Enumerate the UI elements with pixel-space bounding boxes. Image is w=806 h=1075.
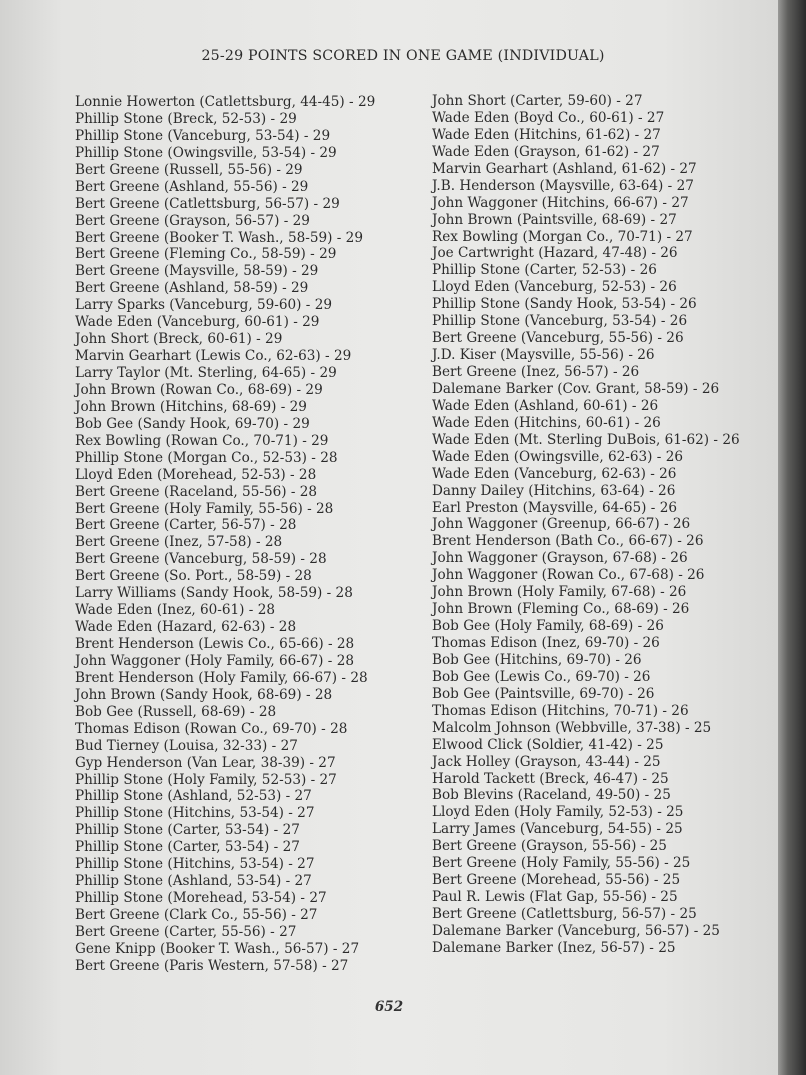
record-entry: John Brown (Paintsville, 68-69) - 27 [432, 211, 677, 228]
record-entry: Bert Greene (Russell, 55-56) - 29 [75, 161, 303, 178]
record-entry: Bob Gee (Holy Family, 68-69) - 26 [432, 618, 664, 635]
record-entry: Lloyd Eden (Holy Family, 52-53) - 25 [432, 804, 684, 821]
record-entry: Phillip Stone (Carter, 52-53) - 26 [432, 262, 657, 279]
record-entry: John Brown (Rowan Co., 68-69) - 29 [75, 381, 323, 398]
record-entry: Joe Cartwright (Hazard, 47-48) - 26 [432, 245, 678, 262]
record-entry: Larry Williams (Sandy Hook, 58-59) - 28 [75, 585, 353, 602]
record-entry: Elwood Click (Soldier, 41-42) - 25 [432, 736, 664, 753]
record-entry: Wade Eden (Hazard, 62-63) - 28 [75, 619, 297, 636]
record-entry: Wade Eden (Owingsville, 62-63) - 26 [432, 448, 684, 465]
record-entry: Wade Eden (Mt. Sterling DuBois, 61-62) - 26 [432, 431, 740, 448]
record-entry: Thomas Edison (Hitchins, 70-71) - 26 [432, 702, 689, 719]
record-entry: Bert Greene (Booker T. Wash., 58-59) - 29 [75, 229, 363, 246]
page-number: 652 [374, 999, 404, 1015]
record-entry: Wade Eden (Boyd Co., 60-61) - 27 [432, 109, 665, 126]
record-entry: Phillip Stone (Ashland, 53-54) - 27 [75, 873, 312, 890]
record-entry: Wade Eden (Inez, 60-61) - 28 [75, 602, 276, 619]
record-entry: Larry Taylor (Mt. Sterling, 64-65) - 29 [75, 365, 337, 381]
record-entry: Bob Gee (Russell, 68-69) - 28 [75, 703, 277, 720]
record-entry: John Short (Carter, 59-60) - 27 [432, 93, 643, 109]
record-entry: Phillip Stone (Carter, 53-54) - 27 [75, 839, 300, 856]
record-entry: Phillip Stone (Breck, 52-53) - 29 [75, 110, 297, 127]
record-entry: John Short (Breck, 60-61) - 29 [75, 331, 283, 348]
record-entry: Lonnie Howerton (Catlettsburg, 44-45) - 29 [75, 94, 376, 110]
record-entry: Phillip Stone (Ashland, 52-53) - 27 [75, 788, 312, 805]
record-entry: Bert Greene (Paris Western, 57-58) - 27 [75, 957, 349, 974]
record-entry: Earl Preston (Maysville, 64-65) - 26 [432, 499, 677, 516]
record-entry: Bert Greene (Raceland, 55-56) - 28 [75, 483, 318, 500]
record-entry: Phillip Stone (Hitchins, 53-54) - 27 [75, 805, 315, 822]
record-entry: Dalemane Barker (Cov. Grant, 58-59) - 26 [432, 380, 720, 397]
record-entry: John Waggoner (Grayson, 67-68) - 26 [432, 550, 688, 567]
record-entry: Brent Henderson (Lewis Co., 65-66) - 28 [75, 636, 355, 652]
record-entry: Bob Gee (Paintsville, 69-70) - 26 [432, 685, 655, 702]
record-entry: Bob Blevins (Raceland, 49-50) - 25 [432, 787, 671, 804]
record-entry: Bob Gee (Sandy Hook, 69-70) - 29 [75, 415, 310, 432]
record-entry: Bert Greene (Fleming Co., 58-59) - 29 [75, 246, 337, 263]
page-title: 25-29 POINTS SCORED IN ONE GAME (INDIVIDUAL) [201, 48, 605, 64]
record-entry: Phillip Stone (Holy Family, 52-53) - 27 [75, 771, 337, 788]
record-entry: Dalemane Barker (Vanceburg, 56-57) - 25 [432, 922, 720, 939]
record-entry: Bert Greene (Morehead, 55-56) - 25 [432, 872, 681, 889]
record-entry: Bert Greene (Holy Family, 55-56) - 25 [432, 855, 691, 872]
record-entry: Bert Greene (Inez, 57-58) - 28 [75, 534, 283, 551]
record-entry: John Brown (Hitchins, 68-69) - 29 [75, 398, 307, 415]
record-entry: Malcolm Johnson (Webbville, 37-38) - 25 [432, 719, 712, 736]
record-entry: Bert Greene (Inez, 56-57) - 26 [432, 364, 640, 380]
record-entry: Rex Bowling (Rowan Co., 70-71) - 29 [75, 432, 329, 449]
record-entry: John Brown (Fleming Co., 68-69) - 26 [432, 601, 690, 618]
record-entry: Phillip Stone (Owingsville, 53-54) - 29 [75, 144, 337, 161]
record-entry: Bert Greene (Clark Co., 55-56) - 27 [75, 907, 318, 923]
record-entry: Phillip Stone (Vanceburg, 53-54) - 26 [432, 313, 688, 330]
record-entry: Wade Eden (Grayson, 61-62) - 27 [432, 143, 660, 160]
record-entry: John Brown (Holy Family, 67-68) - 26 [432, 584, 687, 601]
record-entry: Dalemane Barker (Inez, 56-57) - 25 [432, 939, 676, 956]
record-entry: Phillip Stone (Sandy Hook, 53-54) - 26 [432, 296, 697, 313]
record-entry: Bert Greene (Catlettsburg, 56-57) - 25 [432, 906, 697, 922]
record-entry: Bert Greene (Vanceburg, 55-56) - 26 [432, 330, 684, 347]
record-entry: Bob Gee (Hitchins, 69-70) - 26 [432, 651, 642, 668]
record-entry: Phillip Stone (Morehead, 53-54) - 27 [75, 890, 327, 907]
record-entry: J.D. Kiser (Maysville, 55-56) - 26 [432, 347, 655, 364]
record-entry: John Waggoner (Greenup, 66-67) - 26 [432, 516, 691, 533]
record-entry: Bert Greene (Ashland, 55-56) - 29 [75, 178, 309, 195]
record-entry: Bert Greene (Ashland, 58-59) - 29 [75, 280, 309, 297]
record-entry: Bert Greene (Vanceburg, 58-59) - 28 [75, 551, 327, 568]
record-entry: Brent Henderson (Bath Co., 66-67) - 26 [432, 533, 704, 550]
record-entry: Larry Sparks (Vanceburg, 59-60) - 29 [75, 297, 332, 314]
record-entry: Lloyd Eden (Morehead, 52-53) - 28 [75, 466, 317, 483]
record-entry: Phillip Stone (Carter, 53-54) - 27 [75, 822, 300, 839]
record-entry: Gene Knipp (Booker T. Wash., 56-57) - 27 [75, 940, 360, 957]
record-entry: Wade Eden (Ashland, 60-61) - 26 [432, 397, 659, 414]
record-entry: Bert Greene (Carter, 55-56) - 27 [75, 923, 297, 940]
record-entry: Danny Dailey (Hitchins, 63-64) - 26 [432, 482, 676, 499]
record-entry: Thomas Edison (Inez, 69-70) - 26 [432, 635, 660, 651]
record-entry: Phillip Stone (Morgan Co., 52-53) - 28 [75, 449, 338, 466]
record-entry: Paul R. Lewis (Flat Gap, 55-56) - 25 [432, 889, 678, 906]
record-entry: Larry James (Vanceburg, 54-55) - 25 [432, 821, 683, 838]
record-entry: Phillip Stone (Vanceburg, 53-54) - 29 [75, 127, 331, 144]
left-column-list [75, 94, 375, 975]
record-entry: John Brown (Sandy Hook, 68-69) - 28 [75, 686, 333, 703]
record-entry: Wade Eden (Hitchins, 60-61) - 26 [432, 414, 661, 431]
record-entry: J.B. Henderson (Maysville, 63-64) - 27 [432, 177, 694, 194]
book-spine [778, 0, 806, 1075]
record-entry: Bert Greene (Maysville, 58-59) - 29 [75, 263, 319, 280]
record-entry: Bob Gee (Lewis Co., 69-70) - 26 [432, 668, 651, 685]
record-entry: Bert Greene (Grayson, 56-57) - 29 [75, 212, 310, 229]
record-entry: John Waggoner (Rowan Co., 67-68) - 26 [432, 567, 705, 584]
record-entry: Bert Greene (Catlettsburg, 56-57) - 29 [75, 195, 340, 212]
record-entry: Brent Henderson (Holy Family, 66-67) - 28 [75, 669, 368, 686]
record-entry: Bert Greene (Carter, 56-57) - 28 [75, 517, 297, 534]
right-column-list [432, 93, 740, 957]
record-entry: Phillip Stone (Hitchins, 53-54) - 27 [75, 856, 315, 873]
record-entry: Lloyd Eden (Vanceburg, 52-53) - 26 [432, 279, 677, 296]
record-entry: Harold Tackett (Breck, 46-47) - 25 [432, 770, 669, 787]
record-entry: Rex Bowling (Morgan Co., 70-71) - 27 [432, 228, 693, 245]
record-entry: Bert Greene (Holy Family, 55-56) - 28 [75, 500, 334, 517]
record-entry: Bert Greene (Grayson, 55-56) - 25 [432, 838, 667, 855]
record-entry: Marvin Gearhart (Lewis Co., 62-63) - 29 [75, 348, 352, 365]
record-entry: John Waggoner (Holy Family, 66-67) - 28 [75, 652, 354, 669]
record-entry: John Waggoner (Hitchins, 66-67) - 27 [432, 194, 689, 211]
record-entry: Jack Holley (Grayson, 43-44) - 25 [432, 753, 661, 770]
record-entry: Wade Eden (Vanceburg, 60-61) - 29 [75, 314, 320, 331]
record-entry: Wade Eden (Vanceburg, 62-63) - 26 [432, 465, 677, 482]
record-entry: Marvin Gearhart (Ashland, 61-62) - 27 [432, 160, 697, 177]
record-entry: Thomas Edison (Rowan Co., 69-70) - 28 [75, 720, 348, 737]
record-entry: Gyp Henderson (Van Lear, 38-39) - 27 [75, 754, 336, 771]
record-entry: Wade Eden (Hitchins, 61-62) - 27 [432, 126, 661, 143]
record-entry: Bert Greene (So. Port., 58-59) - 28 [75, 568, 312, 585]
record-entry: Bud Tierney (Louisa, 32-33) - 27 [75, 737, 298, 754]
